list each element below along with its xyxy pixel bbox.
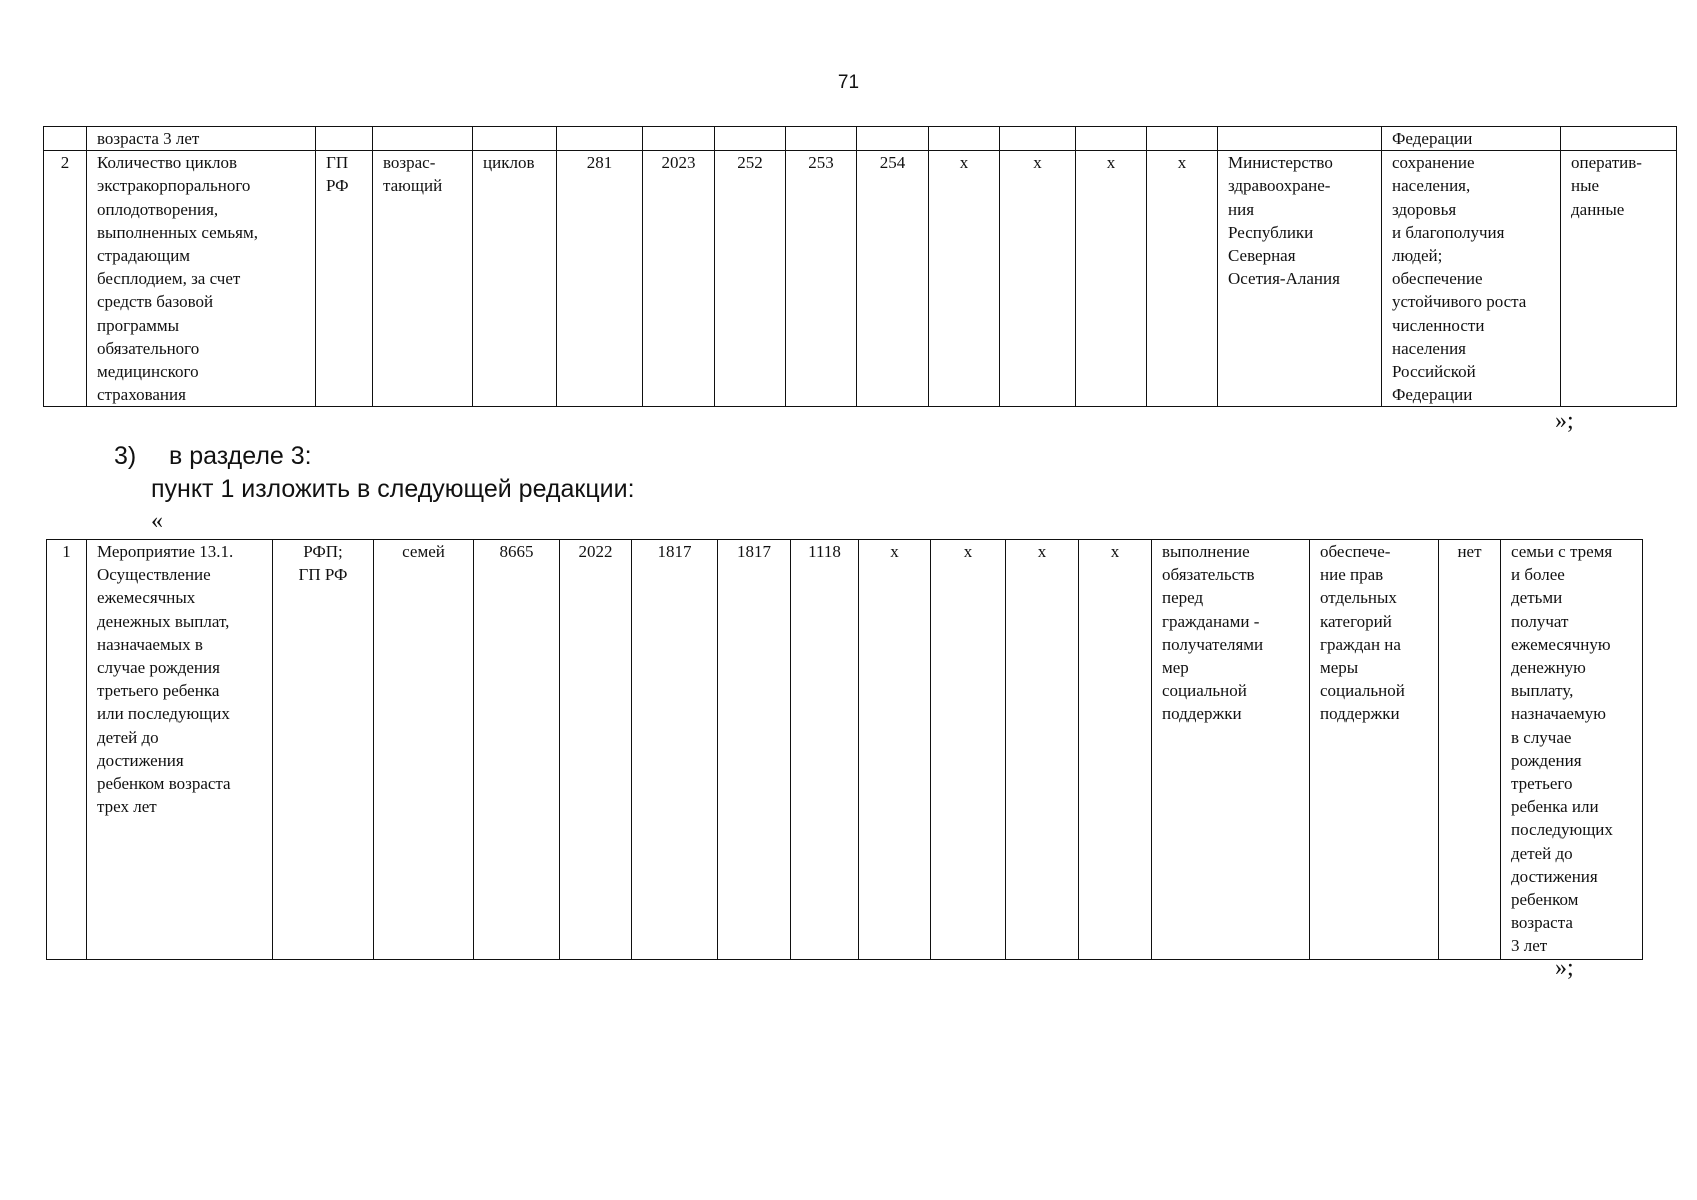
cell-value-1: 1817 [632,540,718,960]
cell-unit: циклов [473,151,557,407]
table-row [47,540,1643,960]
closing-quote: »; [1555,955,1574,981]
cell-unit: семей [374,540,474,960]
item-number: 3) [114,442,137,470]
cell-trend: возрас- тающий [373,151,473,407]
table-row [44,151,1677,407]
cell-base-year: 2023 [643,151,715,407]
cell-num [44,127,87,151]
measures-table [46,539,1643,960]
cell-level: РФП; ГП РФ [273,540,374,960]
cell-value-1: 252 [715,151,786,407]
cell-task: выполнение обязательств перед гражданами - получателями мер социальной поддержки [1152,540,1310,960]
cell-num: 1 [47,540,87,960]
cell-value-5: х [1000,151,1076,407]
cell-value-6: х [1006,540,1079,960]
cell-flag: нет [1439,540,1501,960]
cell-name: возраста 3 лет [87,127,316,151]
cell-goal: Федерации [1382,127,1561,151]
cell-goal: сохранение населения, здоровья и благополучия людей; обеспечение устойчивого роста численности населения Российской Федерации [1382,151,1561,407]
cell-num: 2 [44,151,87,407]
cell-value-5: х [931,540,1006,960]
cell-base-year: 2022 [560,540,632,960]
cell-value-6: х [1076,151,1147,407]
opening-quote: « [151,508,163,534]
instruction-line: пункт 1 изложить в следующей редакции: [151,475,635,503]
cell-value-4: х [859,540,931,960]
cell-level: ГП РФ [316,151,373,407]
cell-value-7: х [1147,151,1218,407]
cell-value-3: 254 [857,151,929,407]
cell-indicator-name: Количество циклов экстракорпорального оплодотворения, выполненных семьям, страдающим бесплодием, за счет средств базовой программы обязательного медицинского страхования [87,151,316,407]
cell-source: оператив- ные данные [1561,151,1677,407]
cell-value-7: х [1079,540,1152,960]
page-number: 71 [837,72,860,93]
cell-value-3: 1118 [791,540,859,960]
cell-type: обеспече- ние прав отдельных категорий граждан на меры социальной поддержки [1310,540,1439,960]
table-row-continuation [44,127,1677,151]
cell-base-value: 281 [557,151,643,407]
item-text: в разделе 3: [169,442,312,470]
cell-value-4: х [929,151,1000,407]
cell-responsible: Министерство здравоохране- ния Республики Северная Осетия-Алания [1218,151,1382,407]
cell-value-2: 253 [786,151,857,407]
indicators-table [43,126,1677,407]
cell-result: семьи с тремя и более детьми получат ежемесячную денежную выплату, назначаемую в случае рождения третьего ребенка или последующих детей до достижения ребенком возраста 3 лет [1501,540,1643,960]
cell-measure-name: Мероприятие 13.1. Осуществление ежемесячных денежных выплат, назначаемых в случае рождения третьего ребенка или последующих детей до достижения ребенком возраста трех лет [87,540,273,960]
cell-base-value: 8665 [474,540,560,960]
closing-quote: »; [1555,408,1574,434]
cell-value-2: 1817 [718,540,791,960]
